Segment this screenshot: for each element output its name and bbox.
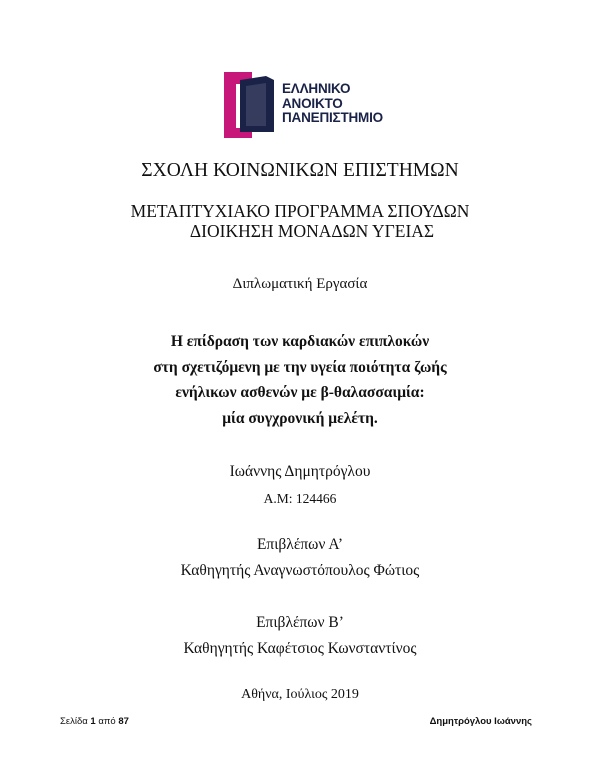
page-word: Σελίδα xyxy=(60,716,88,727)
supervisor-b-label: Επιβλέπων Β’ xyxy=(256,614,344,631)
page-counter xyxy=(60,716,129,727)
program-heading xyxy=(0,201,600,241)
supervisor-a-label: Επιβλέπων Α’ xyxy=(256,536,344,553)
title-line-2: στη σχετιζόμενη με την υγεία ποιότητα ζωής xyxy=(153,358,447,376)
page-of: από xyxy=(98,716,116,727)
title-line-3: ενήλικων ασθενών με β-θαλασσαιμία: xyxy=(175,384,425,401)
page-current: 1 xyxy=(90,716,96,727)
student-id: Α.Μ: 124466 xyxy=(263,491,337,506)
logo-line-3: ΠΑΝΕΠΙΣΤΗΜΙΟ xyxy=(282,110,383,125)
logo-mark-icon xyxy=(222,70,282,140)
program-line-1: ΜΕΤΑΠΤΥΧΙΑΚΟ ΠΡΟΓΡΑΜΜΑ ΣΠΟΥΔΩΝ xyxy=(130,201,470,221)
university-logo xyxy=(222,70,392,140)
author-name: Ιωάννης Δημητρόγλου xyxy=(229,463,371,480)
logo-line-2: ΑΝΟΙΚΤΟ xyxy=(282,95,343,111)
thesis-type: Διπλωματική Εργασία xyxy=(232,276,368,292)
supervisor-b-name: Καθηγητής Καφέτσιος Κωνσταντίνος xyxy=(183,640,417,657)
program-line-2: ΔΙΟΙΚΗΣΗ ΜΟΝΑΔΩΝ ΥΓΕΙΑΣ xyxy=(189,221,435,241)
supervisor-a-name: Καθηγητής Αναγνωστόπουλος Φώτιος xyxy=(180,562,420,579)
logo-line-1: ΕΛΛΗΝΙΚΟ xyxy=(282,81,351,96)
page-total: 87 xyxy=(118,716,129,727)
title-line-1: Η επίδραση των καρδιακών επιπλοκών xyxy=(170,333,430,350)
place-date: Αθήνα, Ιούλιος 2019 xyxy=(241,687,359,702)
title-line-4: μία συγχρονική μελέτη. xyxy=(222,409,378,427)
school-heading: ΣΧΟΛΗ ΚΟΙΝΩΝΙΚΩΝ ΕΠΙΣΤΗΜΩΝ xyxy=(141,160,459,181)
footer-author: Δημητρόγλου Ιωάννης xyxy=(429,716,532,727)
logo-wordmark xyxy=(282,82,383,126)
thesis-title xyxy=(0,329,600,431)
